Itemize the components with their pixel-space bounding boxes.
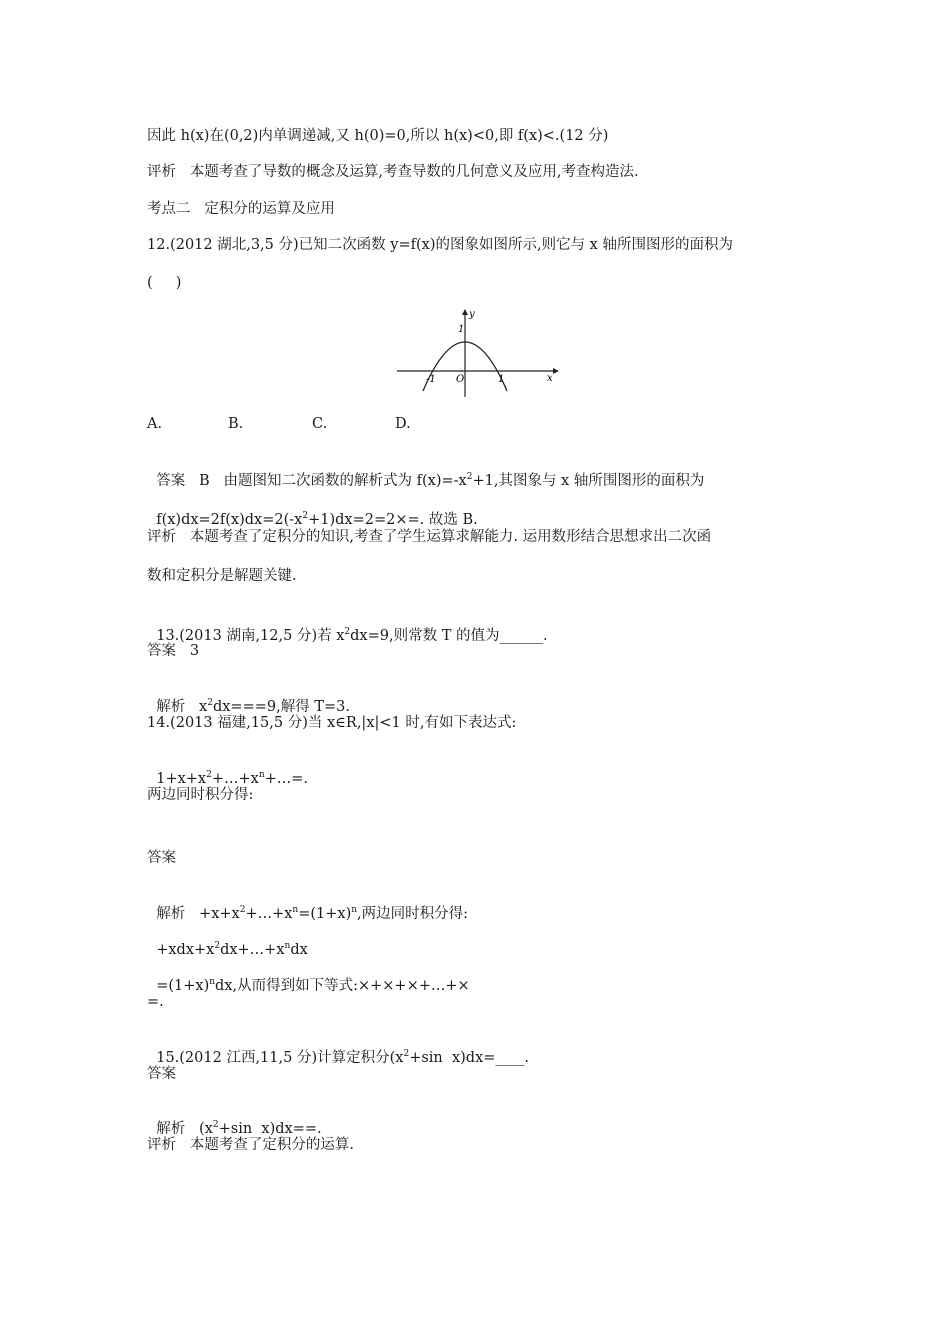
- superscript: n: [351, 905, 358, 916]
- y-intercept-label: 1: [458, 324, 465, 335]
- superscript: 2: [302, 511, 309, 522]
- text-segment: +1)dx=2=2×=. 故选 B.: [308, 512, 478, 528]
- text-segment: dx===9,解得 T=3.: [212, 699, 350, 715]
- parabola-figure: [395, 305, 560, 404]
- text-segment: +1,其图象与 x 轴所围图形的面积为: [472, 473, 705, 489]
- text-segment: +sin x)dx=____.: [409, 1050, 530, 1066]
- superscript: n: [284, 941, 291, 952]
- text-line-1: 因此 h(x)在(0,2)内单调递减,又 h(0)=0,所以 h(x)<0,即 f(x)<.(12 分): [147, 128, 609, 144]
- text-segment: +…=.: [264, 771, 309, 787]
- solution-14-line-2: [147, 920, 308, 960]
- y-axis-label: y: [469, 309, 475, 320]
- superscript: n: [209, 977, 216, 988]
- answer-12-calc: [147, 490, 478, 530]
- parabola-graph: [395, 305, 560, 400]
- text-line-2: 评析 本题考查了导数的概念及运算,考查导数的几何意义及应用,考查构造法.: [147, 164, 639, 180]
- superscript: 2: [466, 472, 473, 483]
- text-segment: ,两边同时积分得:: [357, 906, 469, 922]
- text-segment: 答案 B 由题图知二次函数的解析式为 f(x)=-x: [156, 473, 467, 489]
- answer-15: 答案: [147, 1066, 176, 1082]
- comment-12: 评析 本题考查了定积分的知识,考查了学生运算求解能力. 运用数形结合思想求出二次函: [147, 529, 712, 545]
- comment-15: 评析 本题考查了定积分的运算.: [147, 1137, 354, 1153]
- text-segment: =(1+x): [156, 978, 210, 994]
- solution-14-line-4: =.: [147, 994, 164, 1010]
- comment-12-cont: 数和定积分是解题关键.: [147, 568, 297, 584]
- text-segment: 解析 x: [156, 699, 208, 715]
- x-axis-label: x: [547, 373, 553, 384]
- text-segment: 15.(2012 江西,11,5 分)计算定积分(x: [156, 1050, 404, 1066]
- question-12-blank: ( ): [147, 275, 182, 291]
- text-segment: +xdx+x: [156, 942, 215, 958]
- superscript: n: [258, 770, 265, 781]
- text-segment: dx=9,则常数 T 的值为______.: [350, 628, 548, 644]
- question-12: 12.(2012 湖北,3,5 分)已知二次函数 y=f(x)的图象如图所示,则它与 x 轴所围图形的面积为: [147, 237, 733, 253]
- y-axis-arrow: [462, 309, 468, 315]
- text-segment: dx+…+x: [220, 942, 285, 958]
- option-a: A.: [147, 416, 163, 432]
- x-axis-arrow: [553, 368, 559, 374]
- root-right-label: 1: [498, 374, 505, 385]
- superscript: 2: [403, 1049, 410, 1060]
- superscript: 2: [206, 770, 212, 781]
- superscript: 2: [212, 1120, 219, 1131]
- root-left-label: -1: [426, 374, 436, 385]
- text-segment: 解析 +x+x: [156, 906, 240, 922]
- question-15: [147, 1028, 529, 1068]
- solution-15: [147, 1099, 322, 1139]
- question-14-integrate: 两边同时积分得:: [147, 787, 254, 803]
- superscript: 2: [239, 905, 246, 916]
- text-segment: 1+x+x: [156, 771, 207, 787]
- superscript: 2: [214, 941, 221, 952]
- question-14: 14.(2013 福建,15,5 分)当 x∈R,|x|<1 时,有如下表达式:: [147, 715, 517, 731]
- superscript: 2: [207, 698, 213, 709]
- question-14-series: [147, 749, 308, 789]
- text-segment: +…+x: [211, 771, 259, 787]
- solution-14-line-1: [147, 884, 468, 924]
- answer-13: 答案 3: [147, 643, 200, 659]
- option-b: B.: [228, 416, 244, 432]
- text-segment: 13.(2013 湖南,12,5 分)若 x: [156, 628, 345, 644]
- option-c: C.: [312, 416, 328, 432]
- text-segment: f(x)dx=2f(x)dx=2(-x: [156, 512, 303, 528]
- text-segment: +…+x: [245, 906, 293, 922]
- option-d: D.: [395, 416, 411, 432]
- solution-14-line-3: [147, 956, 470, 996]
- text-segment: dx,从而得到如下等式:×+×+×+…+×: [215, 978, 470, 994]
- superscript: n: [292, 905, 299, 916]
- origin-label: O: [456, 374, 465, 385]
- section-heading: 考点二 定积分的运算及应用: [147, 201, 335, 217]
- superscript: 2: [344, 627, 351, 638]
- answer-12: [147, 451, 704, 491]
- solution-13: [147, 677, 350, 717]
- question-13: [147, 606, 548, 646]
- text-segment: =(1+x): [298, 906, 352, 922]
- text-segment: +sin x)dx==.: [218, 1121, 322, 1137]
- text-segment: dx: [290, 942, 308, 958]
- answer-14: 答案: [147, 850, 176, 866]
- text-segment: 解析 (x: [156, 1121, 213, 1137]
